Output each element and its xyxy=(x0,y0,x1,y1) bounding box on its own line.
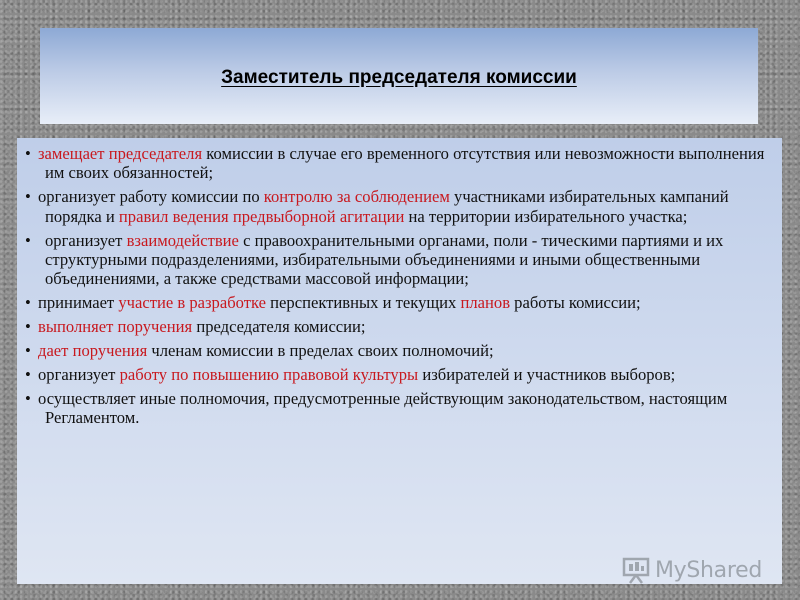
highlighted-text: планов xyxy=(460,293,511,313)
duties-list xyxy=(25,144,772,428)
highlighted-text: контролю за соблюдением xyxy=(263,187,450,207)
highlighted-text: работу по повышению правовой культуры xyxy=(119,365,419,385)
highlighted-text: участие в разработке xyxy=(118,293,267,313)
highlighted-text: взаимодействие xyxy=(126,230,239,250)
list-item xyxy=(25,231,772,289)
item-text: с правоохранительными органами, поли - тическими партиями и их структурными подразделениями, избирательными объединениями и иными общественными объединениями, а также средствами массовой информации; xyxy=(45,230,724,289)
item-text: организует xyxy=(38,365,120,385)
item-text: работы комиссии; xyxy=(510,293,641,313)
highlighted-text: правил ведения предвыборной агитации xyxy=(118,206,405,226)
item-text: на территории избирательного участка; xyxy=(404,206,688,226)
bullet-icon: • xyxy=(25,230,31,250)
item-text: комиссии в случае его временного отсутствия или невозможности выполнения им своих обязанностей; xyxy=(45,144,765,183)
item-text: организует работу комиссии по xyxy=(38,187,264,207)
highlighted-text: выполняет поручения xyxy=(38,317,193,337)
list-item xyxy=(25,187,772,226)
list-item xyxy=(25,389,772,428)
item-text: членам комиссии в пределах своих полномочий; xyxy=(147,341,494,361)
bullet-icon: • xyxy=(25,388,31,408)
item-text: принимает xyxy=(38,293,119,313)
item-text: перспективных и текущих xyxy=(266,293,461,313)
item-text: организует xyxy=(45,230,127,250)
highlighted-text: дает поручения xyxy=(38,341,148,361)
list-item xyxy=(25,293,772,312)
watermark-text: MyShared xyxy=(654,557,762,583)
bullet-icon: • xyxy=(25,187,31,207)
slide-title: Заместитель председателя комиссии xyxy=(221,67,577,88)
title-banner xyxy=(40,28,758,124)
bullet-icon: • xyxy=(25,144,31,163)
list-item xyxy=(25,341,772,360)
presentation-board-icon xyxy=(621,556,651,584)
content-panel xyxy=(17,138,782,584)
item-text: председателя комиссии; xyxy=(192,317,366,337)
highlighted-text: замещает председателя xyxy=(38,144,203,163)
item-text: участниками избирательных кампаний порядка и xyxy=(45,187,729,226)
item-text: избирателей и участников выборов; xyxy=(418,365,676,385)
list-item xyxy=(25,144,772,183)
bullet-icon: • xyxy=(25,365,31,385)
bullet-icon: • xyxy=(25,293,31,313)
item-text: осуществляет иные полномочия, предусмотренные действующим законодательством, настоящим Регламентом. xyxy=(38,388,728,428)
bullet-icon: • xyxy=(25,317,31,337)
bullet-icon: • xyxy=(25,341,31,361)
list-item xyxy=(25,365,772,384)
list-item xyxy=(25,317,772,336)
watermark xyxy=(621,556,762,584)
